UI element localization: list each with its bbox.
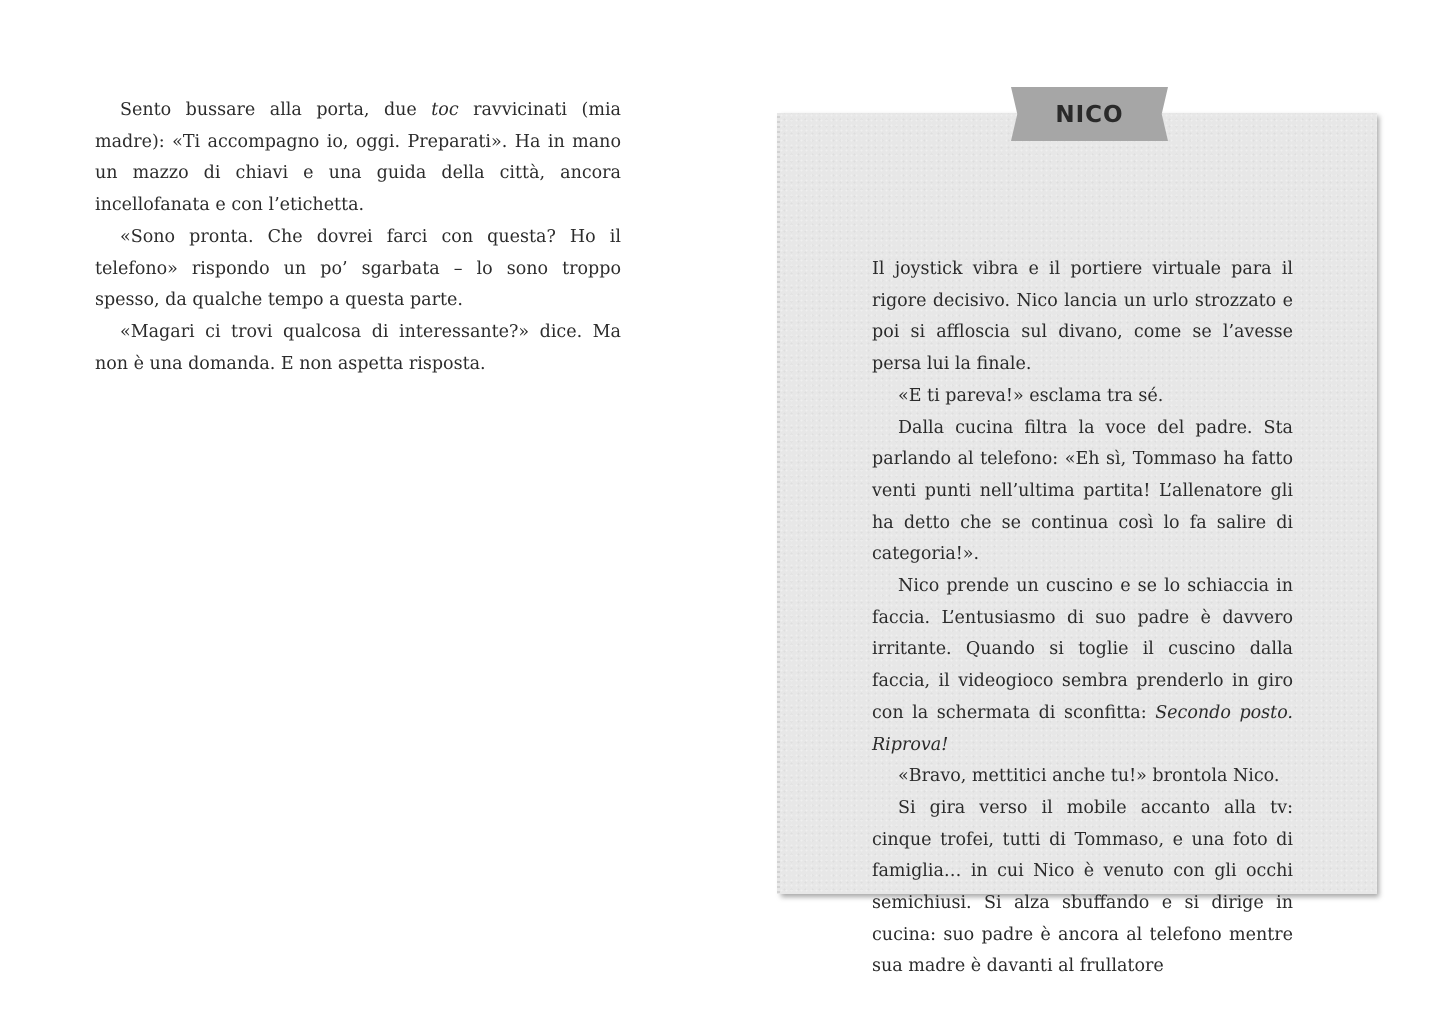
right-paragraph-3: Dalla cucina filtra la voce del padre. Sta parlando al telefono: «Eh sì, Tommaso ha fatto venti punti nell’ultima partita! L’allenatore gli ha detto che se continua così lo fa salire di categoria!». [872, 417, 1293, 565]
left-paragraph-1-italic: toc [431, 100, 459, 120]
left-paragraph-1-end: ravvicinati (mia madre): «Ti accompagno io, oggi. Preparati». Ha in mano un mazzo di chiavi e una guida della città, ancora incellofanata e con l’etichetta. [95, 100, 621, 216]
right-paragraph-4 [872, 571, 1293, 761]
right-paragraph-2: «E ti pareva!» esclama tra sé. [898, 385, 1164, 406]
right-paragraph-5: «Bravo, mettitici anche tu!» brontola Nico. [898, 766, 1280, 787]
chapter-tag-label: NICO [1055, 102, 1124, 128]
right-paragraph-1: Il joystick vibra e il portiere virtuale para il rigore decisivo. Nico lancia un urlo strozzato e poi si affloscia sul divano, come se l’avesse persa lui la finale. [872, 259, 1293, 375]
right-paragraph-4-text: Nico prende un cuscino e se lo schiaccia in faccia. L’entusiasmo di suo padre è davvero irritante. Quando si toglie il cuscino dalla faccia, il videogioco sembra prenderlo in giro con la schermata di sconfitta: [872, 576, 1293, 723]
left-paragraph-1-start: Sento bussare alla porta, due [120, 100, 432, 120]
left-paragraph-3: «Magari ci trovi qualcosa di interessante?» dice. Ma non è una domanda. E non aspetta risposta. [95, 321, 621, 374]
right-page-text [872, 254, 1293, 983]
left-paragraph-2: «Sono pronta. Che dovrei farci con questa? Ho il telefono» rispondo un po’ sgarbata – lo sono troppo spesso, da qualche tempo a questa parte. [95, 226, 621, 311]
left-paragraph-1 [95, 95, 621, 222]
right-paragraph-6: Si gira verso il mobile accanto alla tv: cinque trofei, tutti di Tommaso, e una foto di famiglia… in cui Nico è venuto con gli occhi semichiusi. Si alza sbuffando e si dirige in cucina: suo padre è ancora al telefono mentre sua madre è davanti al frullatore [872, 797, 1293, 977]
right-paragraph-4-italic: Secondo posto. Riprova! [872, 702, 1293, 755]
left-page-text [95, 95, 621, 380]
